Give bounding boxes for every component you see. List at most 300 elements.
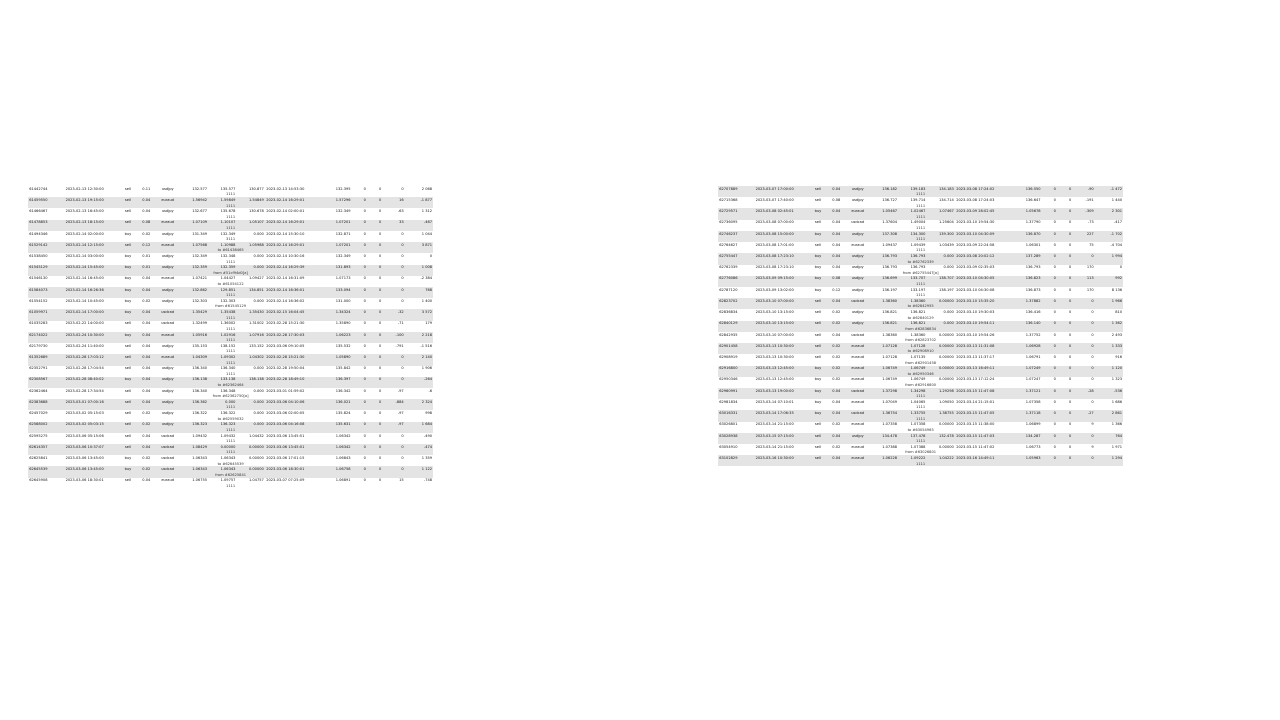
cell-commission: 0: [1042, 366, 1057, 372]
cell-volume: 0.02: [137, 410, 155, 416]
cell-comment: 1111: [28, 360, 433, 366]
cell-volume: 0.04: [137, 276, 155, 282]
cell-stop-loss: 1.35438: [208, 309, 236, 315]
cell-swap: 0: [383, 455, 405, 461]
cell-comment: 1111: [718, 203, 1123, 209]
cell-profit: -1 472: [1095, 186, 1123, 192]
cell-comment: 1111: [28, 203, 433, 209]
cell-symbol: euraud: [156, 242, 180, 248]
cell-stop-loss: 1.04065: [898, 399, 926, 405]
cell-close-price: 135.842: [321, 366, 351, 372]
cell-taxes: 0: [1057, 354, 1072, 360]
cell-ticket: 61059971: [28, 309, 64, 315]
cell-volume: 0.02: [827, 321, 845, 327]
cell-taxes: 0: [1057, 377, 1072, 383]
cell-close-time: 2023-02-28 15:21:30: [265, 354, 321, 360]
cell-price: 1.06343: [180, 466, 208, 472]
cell-taxes: 0: [367, 478, 382, 484]
cell-swap: 0: [383, 466, 405, 472]
cell-type: buy: [119, 466, 137, 472]
cell-comment: 1111: [718, 416, 1123, 422]
cell-comment: 1111: [28, 438, 433, 444]
cell-stop-loss: 1.09439: [898, 242, 926, 248]
cell-comment: 1111: [28, 326, 433, 332]
cell-taxes: 0: [367, 332, 382, 338]
cell-comment: 1111: [718, 192, 1123, 198]
cell-taxes: 0: [367, 366, 382, 372]
cell-stop-loss: 1.07358: [898, 422, 926, 428]
cell-type: buy: [809, 388, 827, 394]
cell-close-time: 2023-03-06 09:10:05: [265, 343, 321, 349]
cell-ticket: 62174022: [28, 332, 64, 338]
cell-symbol: usdcad: [156, 309, 180, 315]
cell-close-time: 2023-03-06 04:16:08: [265, 422, 321, 428]
cell-open-time: 2023-02-13 18:15:00: [64, 220, 118, 226]
cell-price: 1.04309: [180, 354, 208, 360]
cell-close-price: 1.06791: [1011, 354, 1041, 360]
cell-close-time: 2023-02-14 10:30:16: [265, 253, 321, 259]
cell-taxes: 0: [367, 377, 382, 383]
cell-ticket: 62595275: [28, 433, 64, 439]
cell-volume: 0.12: [137, 242, 155, 248]
cell-ticket: 61466467: [28, 208, 64, 214]
cell-profit: 1 312: [405, 208, 433, 214]
cell-open-time: 2023-02-14 10:45:00: [64, 298, 118, 304]
cell-symbol: usdcad: [846, 332, 870, 338]
cell-price: 1.06749: [870, 377, 898, 383]
cell-close-time: 2023-03-10 19:54:30: [955, 220, 1011, 226]
cell-close-time: 2023-03-10 19:54:26: [955, 332, 1011, 338]
cell-type: sell: [809, 422, 827, 428]
cell-symbol: usdcad: [846, 220, 870, 226]
right-column: [718, 186, 1123, 466]
cell-symbol: usdcad: [846, 298, 870, 304]
cell-swap: -97: [383, 388, 405, 394]
cell-comment: to #61438465: [28, 248, 433, 254]
cell-volume: 0.04: [827, 433, 845, 439]
cell-type: buy: [119, 265, 137, 271]
cell-take-profit: 0.00000: [237, 444, 265, 450]
cell-commission: 0: [352, 332, 367, 338]
cell-commission: 0: [352, 366, 367, 372]
cell-profit: 764: [1095, 433, 1123, 439]
cell-stop-loss: 136.322: [208, 410, 236, 416]
cell-take-profit: 0.00000: [927, 444, 955, 450]
cell-comment: to #62559032: [28, 416, 433, 422]
cell-type: buy: [809, 410, 827, 416]
cell-profit: 1 294: [1095, 455, 1123, 461]
cell-close-price: 134.287: [1011, 433, 1041, 439]
cell-close-time: 2023-03-01 01:59:02: [265, 388, 321, 394]
cell-take-profit: 0.000: [927, 265, 955, 271]
cell-take-profit: 0.00000: [237, 466, 265, 472]
cell-take-profit: 0.00000: [927, 298, 955, 304]
cell-ticket: 62960991: [718, 388, 754, 394]
cell-swap: 0: [1073, 455, 1095, 461]
cell-profit: 179: [405, 321, 433, 327]
cell-comment: 1111: [28, 293, 433, 299]
cell-take-profit: 1.04432: [237, 433, 265, 439]
cell-ticket: 62736095: [718, 220, 754, 226]
cell-type: sell: [809, 321, 827, 327]
cell-symbol: usdjpy: [156, 410, 180, 416]
cell-profit: -1 702: [1095, 231, 1123, 237]
cell-stop-loss: 136.793: [898, 253, 926, 259]
cell-volume: 0.04: [137, 388, 155, 394]
cell-stop-loss: 1.04427: [208, 276, 236, 282]
cell-price: 136.322: [180, 410, 208, 416]
cell-commission: 0: [1042, 343, 1057, 349]
cell-price: 135.153: [180, 343, 208, 349]
cell-symbol: usdjpy: [846, 309, 870, 315]
cell-take-profit: 138.138: [237, 377, 265, 383]
cell-take-profit: 1.04222: [927, 455, 955, 461]
cell-take-profit: 1.05988: [237, 242, 265, 248]
cell-close-price: 131.000: [321, 298, 351, 304]
cell-symbol: euraud: [846, 422, 870, 428]
cell-stop-loss: 133.197: [898, 287, 926, 293]
cell-swap: -791: [383, 343, 405, 349]
cell-taxes: 0: [1057, 287, 1072, 293]
cell-symbol: usdjpy: [156, 186, 180, 192]
cell-taxes: 0: [1057, 388, 1072, 394]
cell-symbol: usdjpy: [846, 287, 870, 293]
cell-close-price: 132.349: [321, 253, 351, 259]
cell-commission: 0: [1042, 332, 1057, 338]
cell-taxes: 0: [1057, 231, 1072, 237]
cell-commission: 0: [1042, 455, 1057, 461]
cell-price: 134.478: [870, 433, 898, 439]
cell-commission: 0: [1042, 197, 1057, 203]
cell-open-time: 2023-02-14 16:45:00: [64, 276, 118, 282]
left-column: [28, 186, 433, 489]
cell-symbol: euraud: [846, 399, 870, 405]
cell-comment: 1111: [28, 427, 433, 433]
cell-open-time: 2023-03-08 15:00:00: [754, 231, 808, 237]
cell-take-profit: 1.29298: [927, 388, 955, 394]
cell-commission: 0: [1042, 444, 1057, 450]
cell-take-profit: 0.00000: [927, 366, 955, 372]
cell-price: 136.727: [870, 197, 898, 203]
trade-history-table-left: [28, 186, 433, 489]
cell-volume: 0.04: [827, 410, 845, 416]
cell-close-time: 2023-02-14 16:29:39: [265, 265, 321, 271]
cell-close-time: 2023-03-06 13:45:51: [265, 433, 321, 439]
cell-ticket: 62823702: [718, 298, 754, 304]
cell-close-time: 2023-03-06 13:45:01: [265, 444, 321, 450]
cell-profit: -6: [405, 388, 433, 394]
cell-type: buy: [119, 298, 137, 304]
cell-taxes: 0: [1057, 276, 1072, 282]
cell-volume: 0.02: [827, 309, 845, 315]
cell-taxes: 0: [367, 253, 382, 259]
cell-open-time: 2023-03-14 21:15:00: [754, 444, 808, 450]
cell-price: 136.340: [180, 388, 208, 394]
cell-stop-loss: 1.34298: [898, 388, 926, 394]
cell-close-time: 2023-03-15 11:47:08: [955, 388, 1011, 394]
cell-commission: 0: [352, 422, 367, 428]
cell-close-time: 2023-03-10 19:54:11: [955, 321, 1011, 327]
cell-symbol: usdjpy: [156, 422, 180, 428]
cell-profit: -536: [1095, 388, 1123, 394]
cell-open-time: 2023-02-24 10:30:00: [64, 332, 118, 338]
cell-open-time: 2023-03-16 10:30:00: [754, 455, 808, 461]
cell-taxes: 0: [367, 220, 382, 226]
cell-take-profit: 0.000: [927, 321, 955, 327]
cell-ticket: 62901458: [718, 343, 754, 349]
cell-commission: 0: [352, 377, 367, 383]
cell-comment: from #63026801: [718, 450, 1123, 456]
cell-commission: 0: [1042, 309, 1057, 315]
cell-price: 1.07421: [180, 276, 208, 282]
cell-profit: 1 684: [405, 422, 433, 428]
cell-comment: to #62762339: [718, 259, 1123, 265]
cell-take-profit: 1.54849: [237, 197, 265, 203]
cell-swap: 0: [1073, 253, 1095, 259]
cell-ticket: 62764627: [718, 242, 754, 248]
cell-take-profit: 0.000: [927, 309, 955, 315]
cell-profit: 8 136: [1095, 287, 1123, 293]
cell-close-time: 2023-02-14 15:30:10: [265, 231, 321, 237]
cell-profit: 1 906: [405, 366, 433, 372]
cell-taxes: 0: [1057, 410, 1072, 416]
cell-commission: 0: [1042, 354, 1057, 360]
cell-open-time: 2023-02-14 03:00:00: [64, 253, 118, 259]
cell-type: sell: [809, 455, 827, 461]
cell-profit: -490: [405, 433, 433, 439]
cell-open-time: 2023-02-14 15:45:00: [64, 265, 118, 271]
cell-swap: -27: [1073, 410, 1095, 416]
cell-ticket: 61538450: [28, 253, 64, 259]
cell-stop-loss: 0.00000: [208, 444, 236, 450]
cell-commission: 0: [352, 433, 367, 439]
cell-stop-loss: 133.707: [898, 276, 926, 282]
cell-price: 132.677: [180, 208, 208, 214]
cell-close-price: 132.871: [321, 231, 351, 237]
cell-price: 1.07049: [870, 399, 898, 405]
cell-profit: -467: [405, 220, 433, 226]
cell-swap: 0: [1073, 433, 1095, 439]
cell-swap: 33: [383, 220, 405, 226]
cell-type: sell: [119, 478, 137, 484]
cell-open-time: 2023-02-13 19:15:00: [64, 197, 118, 203]
cell-symbol: usdjpy: [156, 231, 180, 237]
cell-close-price: 1.37752: [1011, 332, 1041, 338]
cell-open-time: 2023-03-07 17:40:00: [754, 197, 808, 203]
cell-commission: 0: [352, 388, 367, 394]
cell-take-profit: 0.000: [237, 410, 265, 416]
cell-swap: 0: [383, 265, 405, 271]
cell-close-price: 1.37790: [1011, 220, 1041, 226]
cell-taxes: 0: [367, 186, 382, 192]
cell-price: 136.793: [870, 253, 898, 259]
cell-profit: 1 994: [1095, 253, 1123, 259]
cell-stop-loss: 1.06343: [208, 466, 236, 472]
cell-volume: 0.02: [827, 354, 845, 360]
cell-taxes: 0: [367, 276, 382, 282]
cell-symbol: usdjpy: [846, 433, 870, 439]
cell-type: buy: [119, 332, 137, 338]
cell-profit: -2 384: [405, 276, 433, 282]
cell-taxes: 0: [1057, 197, 1072, 203]
cell-type: sell: [119, 220, 137, 226]
cell-taxes: 0: [367, 388, 382, 394]
cell-stop-loss: 132.303: [208, 298, 236, 304]
cell-stop-loss: 1.09302: [208, 354, 236, 360]
cell-symbol: usdjpy: [846, 197, 870, 203]
cell-taxes: 0: [367, 287, 382, 293]
cell-taxes: 0: [367, 433, 382, 439]
cell-take-profit: 139.300: [927, 231, 955, 237]
cell-stop-loss: 132.348: [208, 253, 236, 259]
cell-volume: 0.11: [137, 186, 155, 192]
cell-symbol: euraud: [846, 354, 870, 360]
cell-swap: 16: [383, 197, 405, 203]
cell-close-time: 2023-02-15 16:04:45: [265, 309, 321, 315]
cell-commission: 0: [352, 354, 367, 360]
cell-ticket: 62755447: [718, 253, 754, 259]
cell-comment: to #62645539: [28, 461, 433, 467]
cell-close-time: 2023-02-14 16:29:01: [265, 242, 321, 248]
cell-volume: 0.04: [827, 298, 845, 304]
cell-commission: 0: [1042, 208, 1057, 214]
cell-commission: 0: [352, 410, 367, 416]
cell-open-time: 2023-02-14 17:00:00: [64, 309, 118, 315]
cell-comment: to #63054963: [718, 427, 1123, 433]
cell-profit: -474: [405, 444, 433, 450]
cell-close-time: 2023-02-28 17:30:03: [265, 332, 321, 338]
cell-taxes: 0: [367, 354, 382, 360]
cell-comment: 1111: [718, 405, 1123, 411]
cell-open-time: 2023-03-08 17:23:10: [754, 253, 808, 259]
cell-type: sell: [809, 354, 827, 360]
cell-swap: -100: [383, 332, 405, 338]
cell-commission: 0: [352, 478, 367, 484]
cell-commission: 0: [352, 220, 367, 226]
cell-open-time: 2023-03-14 17:06:35: [754, 410, 808, 416]
cell-price: 1.56942: [180, 197, 208, 203]
cell-profit: -417: [1095, 220, 1123, 226]
cell-volume: 0.08: [827, 197, 845, 203]
cell-swap: 0: [1073, 366, 1095, 372]
cell-comment: to #62840129: [718, 315, 1123, 321]
cell-taxes: 0: [367, 208, 382, 214]
cell-comment: 1111: [28, 405, 433, 411]
cell-price: 1.06755: [180, 478, 208, 484]
cell-profit: 998: [405, 410, 433, 416]
cell-type: buy: [809, 276, 827, 282]
cell-take-profit: 132.478: [927, 433, 955, 439]
cell-taxes: 0: [1057, 309, 1072, 315]
cell-profit: 1 966: [1095, 298, 1123, 304]
cell-close-price: 1.07173: [321, 276, 351, 282]
cell-price: 136.138: [180, 377, 208, 383]
cell-profit: 1 122: [405, 466, 433, 472]
cell-profit: 1 400: [405, 298, 433, 304]
cell-type: buy: [119, 231, 137, 237]
cell-volume: 0.04: [137, 287, 155, 293]
cell-swap: 0: [1073, 343, 1095, 349]
cell-profit: -1 516: [405, 343, 433, 349]
cell-take-profit: 0.000: [237, 231, 265, 237]
cell-symbol: usdjpy: [156, 253, 180, 259]
cell-stop-loss: 1.07128: [898, 343, 926, 349]
cell-open-time: 2023-03-13 19:00:00: [754, 388, 808, 394]
cell-open-time: 2023-03-13 10:30:00: [754, 354, 808, 360]
cell-open-time: 2023-03-06 10:37:07: [64, 444, 118, 450]
cell-price: 136.323: [180, 422, 208, 428]
cell-type: sell: [809, 444, 827, 450]
cell-ticket: 62729571: [718, 208, 754, 214]
cell-take-profit: 0.00000: [237, 455, 265, 461]
cell-symbol: usdcad: [156, 321, 180, 327]
cell-volume: 0.04: [137, 399, 155, 405]
cell-close-price: 136.873: [1011, 287, 1041, 293]
cell-stop-loss: 139.183: [898, 186, 926, 192]
cell-stop-loss: 136.821: [898, 309, 926, 315]
cell-open-time: 2023-03-08 02:45:01: [754, 208, 808, 214]
cell-symbol: usdjpy: [156, 287, 180, 293]
cell-open-time: 2023-03-13 12:45:00: [754, 377, 808, 383]
cell-close-time: 2023-03-13 16:49:11: [955, 366, 1011, 372]
cell-ticket: 62840129: [718, 321, 754, 327]
cell-close-time: 2023-02-14 02:00:01: [265, 208, 321, 214]
cell-volume: 0.04: [827, 242, 845, 248]
cell-price: 1.07128: [870, 343, 898, 349]
cell-ticket: 61459550: [28, 197, 64, 203]
cell-volume: 0.02: [137, 455, 155, 461]
cell-commission: 0: [1042, 388, 1057, 394]
cell-taxes: 0: [367, 265, 382, 271]
cell-type: sell: [119, 410, 137, 416]
cell-symbol: euraud: [846, 444, 870, 450]
cell-stop-loss: 1.07135: [898, 354, 926, 360]
cell-take-profit: 0.000: [237, 388, 265, 394]
cell-type: buy: [809, 399, 827, 405]
cell-taxes: 0: [1057, 343, 1072, 349]
cell-price: 132.303: [180, 298, 208, 304]
cell-taxes: 0: [1057, 208, 1072, 214]
cell-close-time: 2023-03-13 11:31:08: [955, 343, 1011, 349]
cell-open-time: 2023-03-08 17:23:10: [754, 265, 808, 271]
cell-comment: 1111: [28, 371, 433, 377]
cell-swap: 0: [1073, 354, 1095, 360]
cell-ticket: 62588002: [28, 422, 64, 428]
cell-open-time: 2023-03-10 07:00:00: [754, 298, 808, 304]
cell-close-price: 1.37118: [1011, 410, 1041, 416]
cell-volume: 0.04: [137, 332, 155, 338]
cell-taxes: 0: [367, 466, 382, 472]
cell-close-time: 2023-03-15 11:47:05: [955, 410, 1011, 416]
cell-price: 131.349: [180, 231, 208, 237]
cell-ticket: 61494346: [28, 231, 64, 237]
cell-close-price: 137.289: [1011, 253, 1041, 259]
cell-ticket: 61584073: [28, 287, 64, 293]
cell-comment: to #62362464: [28, 382, 433, 388]
cell-swap: 170: [1073, 287, 1095, 293]
cell-profit: 2 301: [1095, 208, 1123, 214]
cell-close-price: 1.05963: [1011, 455, 1041, 461]
cell-price: 132.359: [180, 265, 208, 271]
cell-price: 132.349: [180, 253, 208, 259]
cell-close-price: 136.823: [1011, 276, 1041, 282]
cell-ticket: 62908919: [718, 354, 754, 360]
cell-symbol: usdcad: [156, 433, 180, 439]
cell-symbol: usdcad: [156, 444, 180, 450]
cell-type: buy: [119, 287, 137, 293]
cell-take-profit: 1.07916: [237, 332, 265, 338]
table-row-note: [28, 483, 433, 489]
